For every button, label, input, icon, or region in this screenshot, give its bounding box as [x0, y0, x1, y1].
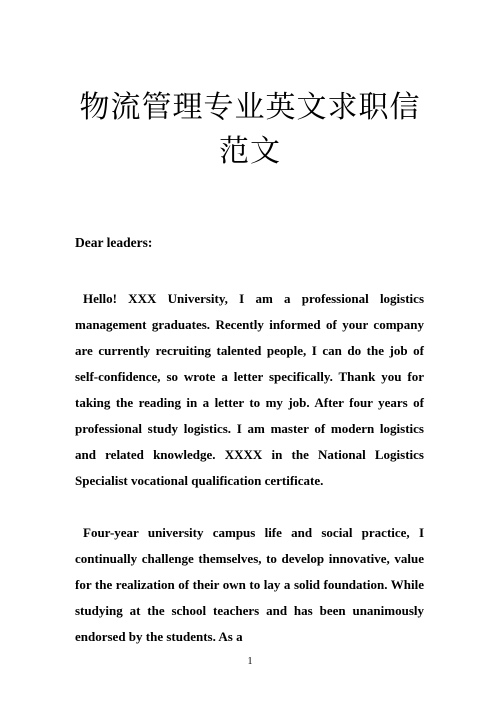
- page-number: 1: [247, 656, 253, 667]
- document-title: [40, 86, 460, 174]
- paragraph-1: [75, 286, 424, 494]
- title-line-2: 范文: [219, 134, 281, 169]
- title-line-1: 物流管理专业英文求职信: [79, 90, 421, 125]
- paragraph-2-text: Four-year university campus life and social practice, I continually challenge themselves, to develop innovative, value for the realization of their own to lay a solid foundation. While studying at the school teachers and has been unanimously endorsed by the students. As a: [75, 525, 424, 644]
- paragraph-1-text: Hello! XXX University, I am a professional logistics management graduates. Recently informed of your company are currently recruiting talented people, I can do the job of self-confidence, so wrote a letter specifically. Thank you for taking the reading in a letter to my job. After four years of professional study logistics. I am master of modern logistics and related knowledge. XXXX in the National Logistics Specialist vocational qualification certificate.: [75, 291, 424, 488]
- salutation: Dear leaders:: [75, 235, 153, 250]
- paragraph-2: [75, 520, 424, 650]
